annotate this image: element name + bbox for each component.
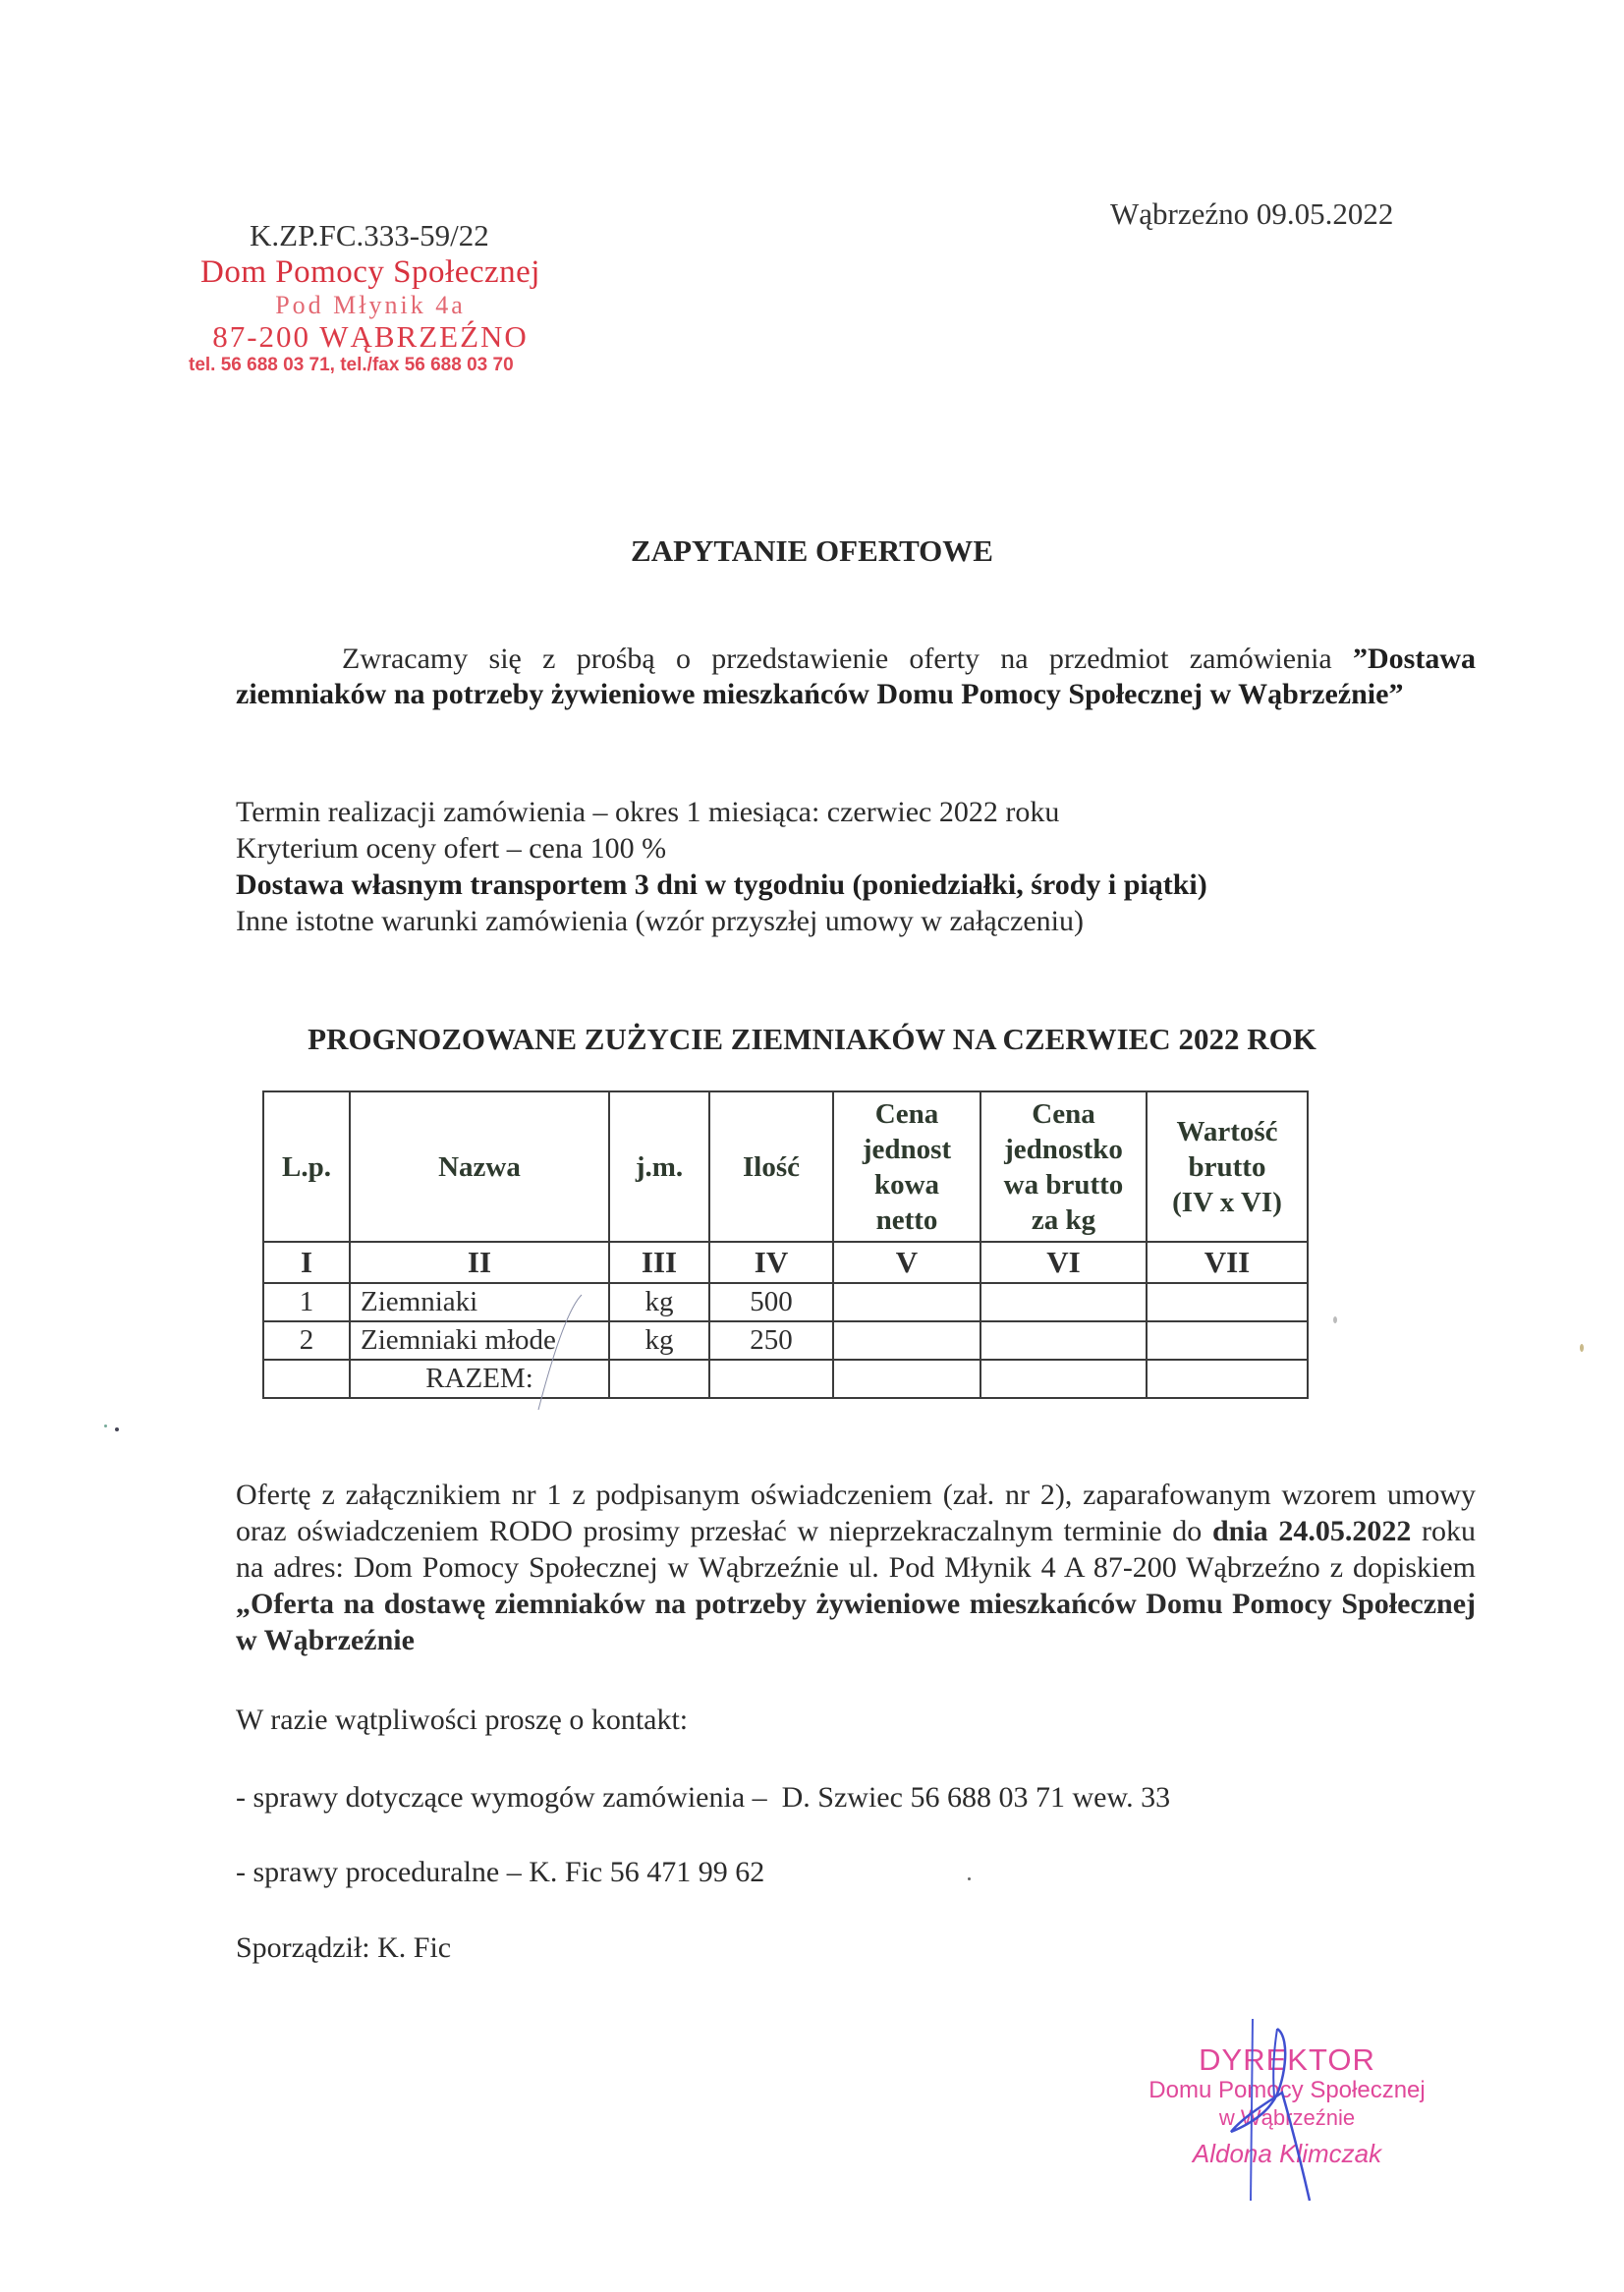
- header-line: za kg: [1031, 1203, 1096, 1236]
- cell-net-price[interactable]: [833, 1321, 980, 1360]
- director-institution: Domu Pomocy Społecznej: [1148, 2077, 1426, 2103]
- header-line: Wartość: [1176, 1115, 1278, 1147]
- header-line: Cena: [1032, 1097, 1095, 1130]
- header-quantity: Ilość: [709, 1091, 833, 1242]
- table-total-row: [263, 1360, 1308, 1398]
- header-line: Cena: [874, 1097, 939, 1130]
- order-subject: ”Dostawa ziemniaków na potrzeby żywieniowe mieszkańców Domu Pomocy Społecznej w Wąbrzeźnie”: [236, 643, 1476, 710]
- table-row: [263, 1321, 1308, 1360]
- pen-stroke-icon: [531, 1287, 589, 1415]
- term-criterion: Kryterium oceny ofert – cena 100 %: [236, 832, 667, 865]
- header-line: jednostko: [1004, 1133, 1123, 1165]
- director-name: Aldona Klimczak: [1192, 2139, 1382, 2168]
- cell-empty: [609, 1360, 709, 1398]
- cell-gross-value[interactable]: [1147, 1283, 1308, 1321]
- contact-intro: W razie wątpliwości proszę o kontakt:: [236, 1704, 689, 1736]
- scan-speck: [968, 1877, 971, 1880]
- roman-cell: II: [350, 1242, 609, 1283]
- cell-lp: 1: [263, 1283, 350, 1321]
- cell-net-price[interactable]: [833, 1283, 980, 1321]
- prepared-by: Sporządził: K. Fic: [236, 1931, 452, 1964]
- scan-speck: [1580, 1344, 1584, 1352]
- term-delivery: Dostawa własnym transportem 3 dni w tygodniu (poniedziałki, środy i piątki): [236, 868, 1207, 901]
- document-reference-number: K.ZP.FC.333-59/22: [250, 218, 489, 252]
- cell-unit: kg: [609, 1321, 709, 1360]
- offer-text-2: roku na adres: Dom Pomocy Społecznej w Wąbrzeźnie ul. Pod Młynik 4 A 87-200 Wąbrzeźno z dopiskiem: [236, 1515, 1476, 1584]
- cell-lp: 2: [263, 1321, 350, 1360]
- roman-cell: VI: [980, 1242, 1147, 1283]
- scan-speck: [104, 1425, 107, 1427]
- order-terms: [236, 794, 1476, 939]
- offer-note: „Oferta na dostawę ziemniaków na potrzeby żywieniowe mieszkańców Domu Pomocy Społecznej w Wąbrzeźnie: [236, 1588, 1476, 1656]
- stamp-line-city: 87-200 WĄBRZEŹNO: [212, 319, 529, 354]
- contact-requirements: - sprawy dotyczące wymogów zamówienia – D. Szwiec 56 688 03 71 wew. 33: [236, 1781, 1171, 1814]
- handwritten-signature-icon: [1223, 2009, 1341, 2206]
- header-unit: j.m.: [609, 1091, 709, 1242]
- cell-quantity: 500: [709, 1283, 833, 1321]
- scan-speck: [115, 1427, 119, 1431]
- cell-name: Ziemniaki: [350, 1283, 609, 1321]
- header-line: kowa: [873, 1168, 940, 1201]
- cell-total-net[interactable]: [833, 1360, 980, 1398]
- cell-gross-value[interactable]: [1147, 1321, 1308, 1360]
- cell-quantity: 250: [709, 1321, 833, 1360]
- director-title: DYREKTOR: [1199, 2042, 1375, 2077]
- roman-cell: III: [609, 1242, 709, 1283]
- table-title: PROGNOZOWANE ZUŻYCIE ZIEMNIAKÓW NA CZERWIEC 2022 ROK: [308, 1022, 1316, 1056]
- header-line: brutto: [1188, 1150, 1266, 1183]
- header-gross-value: [1147, 1091, 1308, 1242]
- contact-procedural: - sprawy proceduralne – K. Fic 56 471 99 62: [236, 1856, 765, 1888]
- total-label: RAZEM:: [350, 1360, 609, 1398]
- header-gross-unit-price: [980, 1091, 1147, 1242]
- table-header-row: [263, 1091, 1308, 1242]
- offer-submission-paragraph: [236, 1477, 1476, 1658]
- roman-cell: VII: [1147, 1242, 1308, 1283]
- cell-name: Ziemniaki młode: [350, 1321, 609, 1360]
- header-line: (IV x VI): [1172, 1186, 1282, 1218]
- cell-empty: [709, 1360, 833, 1398]
- stamp-line-street: Pod Młynik 4a: [275, 291, 466, 319]
- intro-paragraph: [236, 642, 1476, 712]
- header-line: netto: [875, 1203, 938, 1236]
- term-other: Inne istotne warunki zamówienia (wzór przyszłej umowy w załączeniu): [236, 905, 1084, 937]
- place-and-date: Wąbrzeźno 09.05.2022: [1110, 196, 1394, 231]
- stamp-line-phone: tel. 56 688 03 71, tel./fax 56 688 03 70: [189, 355, 514, 375]
- roman-cell: I: [263, 1242, 350, 1283]
- header-lp: L.p.: [263, 1091, 350, 1242]
- offer-deadline: dnia 24.05.2022: [1211, 1515, 1412, 1547]
- offer-text-1: Ofertę z załącznikiem nr 1 z podpisanym oświadczeniem (zał. nr 2), zaparafowanym wzorem umowy oraz oświadczeniem RODO prosimy przesłać w nieprzekraczalnym terminie do: [236, 1479, 1476, 1547]
- page-title: ZAPYTANIE OFERTOWE: [631, 533, 993, 568]
- consumption-table: [262, 1090, 1309, 1399]
- institution-stamp: [189, 253, 552, 377]
- header-net-unit-price: [833, 1091, 980, 1242]
- header-line: wa brutto: [1003, 1168, 1124, 1201]
- cell-total-value[interactable]: [1147, 1360, 1308, 1398]
- cell-empty: [263, 1360, 350, 1398]
- table-roman-numeral-row: [263, 1242, 1308, 1283]
- intro-text: Zwracamy się z prośbą o przedstawienie oferty na przedmiot zamówienia: [342, 643, 1332, 675]
- header-line: jednost: [862, 1133, 952, 1165]
- roman-cell: IV: [709, 1242, 833, 1283]
- cell-total-gross[interactable]: [980, 1360, 1147, 1398]
- stamp-line-name: Dom Pomocy Społecznej: [200, 254, 540, 290]
- header-name: Nazwa: [350, 1091, 609, 1242]
- roman-cell: V: [833, 1242, 980, 1283]
- cell-gross-price[interactable]: [980, 1321, 1147, 1360]
- director-city: w Wąbrzeźnie: [1218, 2105, 1356, 2130]
- table-row: [263, 1283, 1308, 1321]
- cell-unit: kg: [609, 1283, 709, 1321]
- term-deadline: Termin realizacji zamówienia – okres 1 miesiąca: czerwiec 2022 roku: [236, 796, 1060, 828]
- cell-gross-price[interactable]: [980, 1283, 1147, 1321]
- scan-speck: [1333, 1316, 1337, 1323]
